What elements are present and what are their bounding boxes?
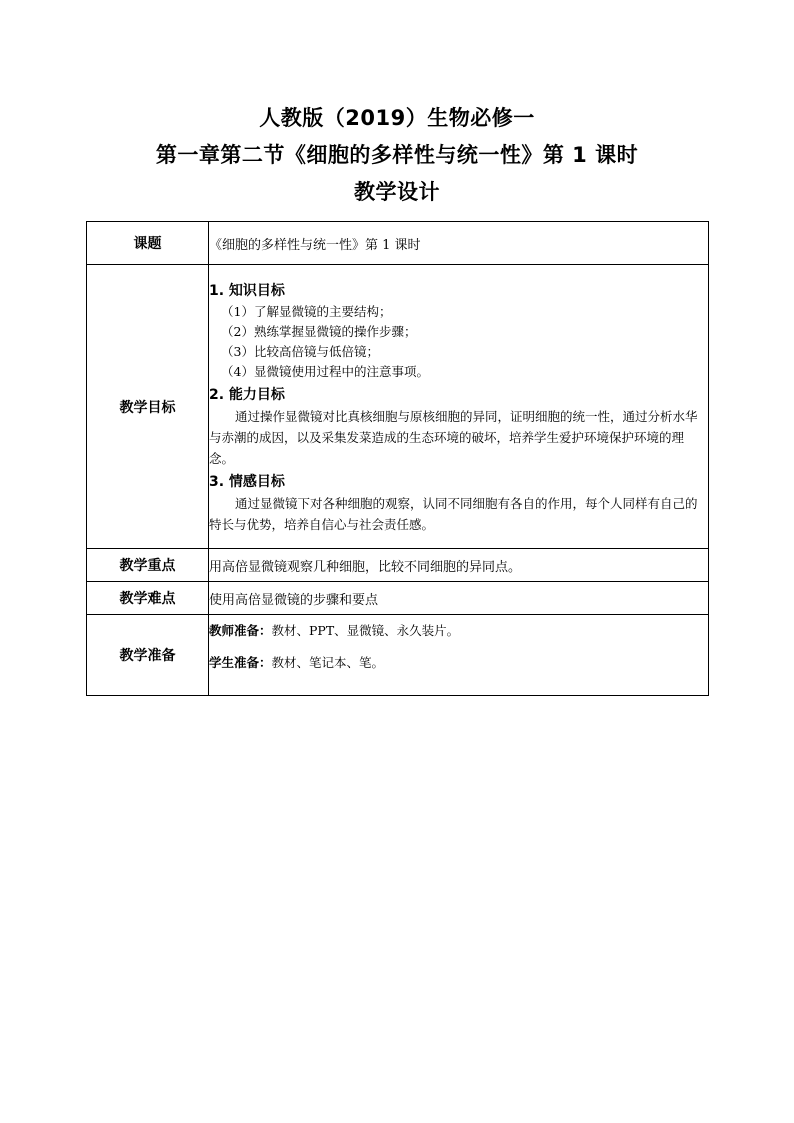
table-row-difficulties	[87, 582, 709, 615]
label-key-points: 教学重点	[87, 549, 209, 582]
document-title-block	[0, 100, 794, 211]
table-row-preparation	[87, 615, 709, 696]
value-topic	[209, 222, 709, 265]
table-row-topic	[87, 222, 709, 265]
emotion-goal-heading: 3. 情感目标	[209, 474, 285, 490]
title-textbook: 人教版（2019）生物必修一	[259, 106, 535, 130]
table-row-key-points	[87, 549, 709, 582]
label-topic: 课题	[87, 222, 209, 265]
ability-goal-heading: 2. 能力目标	[209, 387, 285, 403]
topic-text: 《细胞的多样性与统一性》第 1 课时	[209, 237, 421, 253]
title-chapter-section: 第一章第二节《细胞的多样性与统一性》第 1 课时	[155, 143, 639, 167]
knowledge-goal-item: （1）了解显微镜的主要结构；	[221, 304, 392, 319]
value-goals	[209, 265, 709, 549]
knowledge-goal-item: （4）显微镜使用过程中的注意事项。	[221, 364, 429, 379]
knowledge-goal-item: （3）比较高倍镜与低倍镜；	[221, 344, 379, 359]
student-preparation-value: 教材、笔记本、笔。	[271, 655, 385, 670]
value-preparation	[209, 615, 709, 696]
ability-goal-text: 通过操作显微镜对比真核细胞与原核细胞的异同，证明细胞的统一性，通过分析水华与赤潮的成因，以及采集发菜造成的生态环境的破坏，培养学生爱护环境保护环境的理念。	[209, 409, 698, 466]
lesson-plan-table	[86, 221, 709, 696]
label-preparation: 教学准备	[87, 615, 209, 696]
student-preparation	[209, 653, 708, 673]
student-preparation-label: 学生准备：	[209, 655, 272, 670]
value-difficulties: 使用高倍显微镜的步骤和要点	[209, 582, 709, 615]
label-goals: 教学目标	[87, 265, 209, 549]
emotion-goal-text: 通过显微镜下对各种细胞的观察，认同不同细胞有各自的作用，每个人同样有自己的特长与优势，培养自信心与社会责任感。	[209, 496, 698, 532]
knowledge-goal-item: （2）熟练掌握显微镜的操作步骤；	[221, 324, 417, 339]
teacher-preparation-label: 教师准备：	[209, 623, 272, 638]
value-key-points: 用高倍显微镜观察几种细胞，比较不同细胞的异同点。	[209, 549, 709, 582]
teacher-preparation	[209, 621, 708, 641]
knowledge-goal-heading: 1. 知识目标	[209, 283, 285, 299]
teacher-preparation-value: 教材、PPT、显微镜、永久装片。	[271, 623, 460, 638]
title-teaching-design: 教学设计	[354, 180, 440, 204]
table-row-goals	[87, 265, 709, 549]
label-difficulties: 教学难点	[87, 582, 209, 615]
